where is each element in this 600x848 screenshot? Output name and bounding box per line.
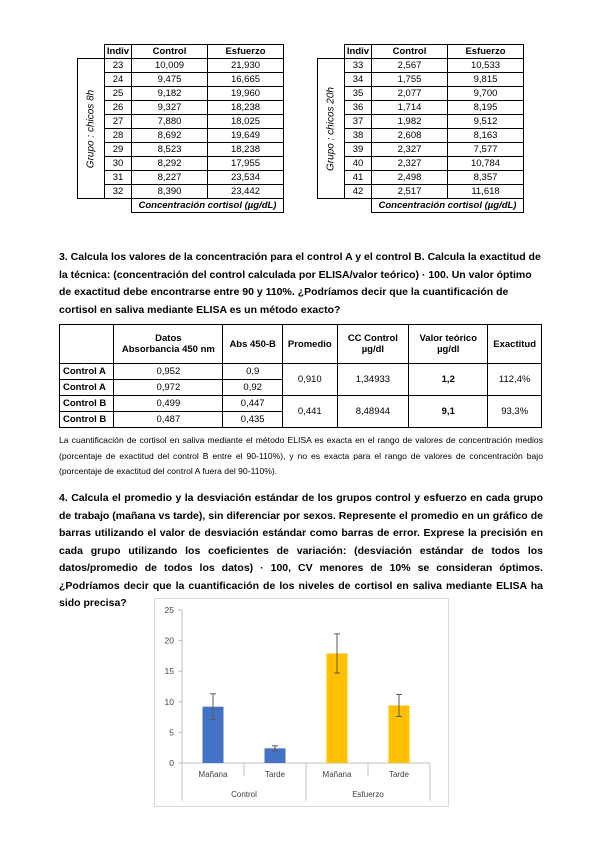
control-cell: 2,608 (372, 129, 448, 143)
table-row (78, 157, 284, 171)
absorbance-value: 0,499 (114, 396, 223, 412)
indiv-cell: 40 (345, 157, 372, 171)
esfuerzo-cell: 8,357 (448, 171, 524, 185)
cortisol-table-20h (317, 44, 524, 213)
cortisol-table-8h (77, 44, 284, 213)
table-footer-row (78, 199, 284, 213)
elisa-accuracy-table (59, 324, 542, 428)
elisa-header-empty (60, 325, 114, 364)
row-label: Control A (60, 364, 114, 380)
exactitud-b: 93,3% (488, 396, 542, 428)
y-tick-label: 20 (164, 635, 174, 646)
control-cell: 2,498 (372, 171, 448, 185)
row-label: Control B (60, 396, 114, 412)
question-3: 3. Calcula los valores de la concentración para el control A y el control B. Calcula la exactitud de la técnica: (concentración del control calculada por ELISA/valor teórico) · 100. Un valor óptimo de exactitud debe encontrarse entre 90 y 110%. ¿Podríamos decir que la cuantificación de cortisol en saliva mediante ELISA es un método exacto? (59, 251, 541, 316)
col-header-esfuerzo: Esfuerzo (208, 45, 284, 59)
footer-spacer (78, 199, 105, 213)
indiv-cell: 24 (105, 73, 132, 87)
table-row (78, 171, 284, 185)
indiv-cell: 39 (345, 143, 372, 157)
table-row (78, 59, 284, 73)
esfuerzo-cell: 8,195 (448, 101, 524, 115)
control-cell: 8,390 (132, 185, 208, 199)
group-label-cell (78, 59, 105, 199)
esfuerzo-cell: 18,238 (208, 101, 284, 115)
esfuerzo-cell: 11,618 (448, 185, 524, 199)
footer-spacer (318, 199, 345, 213)
group-label: Grupo : chicos 20h (325, 86, 337, 171)
table-row (318, 157, 524, 171)
esfuerzo-cell: 9,815 (448, 73, 524, 87)
absb-value: 0,9 (223, 364, 283, 380)
indiv-cell: 23 (105, 59, 132, 73)
empty-header (78, 45, 105, 59)
esfuerzo-cell: 10,533 (448, 59, 524, 73)
esfuerzo-cell: 7,577 (448, 143, 524, 157)
x-category-label: Mañana (322, 770, 352, 779)
control-cell: 8,227 (132, 171, 208, 185)
esfuerzo-cell: 16,665 (208, 73, 284, 87)
chart-svg (155, 599, 448, 806)
x-category-label: Tarde (388, 770, 410, 779)
col-header-esfuerzo: Esfuerzo (448, 45, 524, 59)
indiv-cell: 27 (105, 115, 132, 129)
table-row (78, 73, 284, 87)
absb-value: 0,447 (223, 396, 283, 412)
esfuerzo-cell: 19,649 (208, 129, 284, 143)
elisa-header-cc-control-text: CC Control µg/dl (347, 333, 398, 355)
table-row (60, 364, 542, 380)
indiv-cell: 25 (105, 87, 132, 101)
esfuerzo-cell: 18,025 (208, 115, 284, 129)
valor-teorico-b: 9,1 (409, 396, 488, 428)
control-cell: 7,880 (132, 115, 208, 129)
table-footer-row (318, 199, 524, 213)
table-row (78, 129, 284, 143)
control-cell: 8,292 (132, 157, 208, 171)
absorbance-value: 0,972 (114, 380, 223, 396)
esfuerzo-cell: 19,960 (208, 87, 284, 101)
table-row (318, 129, 524, 143)
concentration-unit-label: Concentración cortisol (µg/dL) (372, 199, 524, 213)
col-header-indiv: Indiv (105, 45, 132, 59)
control-cell: 9,327 (132, 101, 208, 115)
control-cell: 1,755 (372, 73, 448, 87)
absb-value: 0,435 (223, 412, 283, 428)
table-row (60, 396, 542, 412)
table-row (318, 171, 524, 185)
indiv-cell: 29 (105, 143, 132, 157)
table-row (318, 101, 524, 115)
exactitud-a: 112,4% (488, 364, 542, 396)
footer-spacer (105, 199, 132, 213)
indiv-cell: 28 (105, 129, 132, 143)
table-row (318, 115, 524, 129)
esfuerzo-cell: 18,238 (208, 143, 284, 157)
esfuerzo-cell: 9,512 (448, 115, 524, 129)
esfuerzo-cell: 9,700 (448, 87, 524, 101)
elisa-header-absb: Abs 450-B (223, 325, 283, 364)
empty-header (318, 45, 345, 59)
control-cell: 2,567 (372, 59, 448, 73)
control-cell: 9,182 (132, 87, 208, 101)
indiv-cell: 36 (345, 101, 372, 115)
col-header-indiv: Indiv (345, 45, 372, 59)
conclusion-paragraph: La cuantificación de cortisol en saliva mediante el método ELISA es exacta en el rango de valores de concentración medios (porcentaje de exactitud del control B entre el 90-110%), y no es exacta para el rango de valores de concentración bajo (porcentaje de exactitud del control A fuera del 90-110%). (59, 435, 543, 476)
question-4: 4. Calcula el promedio y la desviación estándar de los grupos control y esfuerzo en cada grupo de trabajo (mañana vs tarde), sin diferenciar por sexos. Represente el promedio en un gráfico de barras utilizando el valor de desviación estándar como barras de error. Exprese la precisión en cada grupo utilizando los coeficientes de variación: (desviación estándar de todos los datos/promedio de todos los datos) · 100, CV menores de 10% se consideran óptimos. ¿Podríamos decir que la cuantificación de los niveles de cortisol en saliva mediante ELISA ha sido precisa? (59, 492, 543, 609)
indiv-cell: 26 (105, 101, 132, 115)
esfuerzo-cell: 23,534 (208, 171, 284, 185)
promedio-a: 0,910 (282, 364, 337, 396)
esfuerzo-cell: 8,163 (448, 129, 524, 143)
cc-control-b: 8,48944 (337, 396, 409, 428)
absorbance-value: 0,487 (114, 412, 223, 428)
elisa-header-valor-teorico (409, 325, 488, 364)
cc-control-a: 1,34933 (337, 364, 409, 396)
footer-spacer (345, 199, 372, 213)
table-row (318, 143, 524, 157)
valor-teorico-a: 1,2 (409, 364, 488, 396)
group-label: Grupo : chicos 8h (85, 89, 97, 168)
y-tick-label: 25 (164, 605, 174, 615)
elisa-header-exactitud: Exactitud (488, 325, 542, 364)
elisa-header-absorbance-text: Datos Absorbancia 450 nm (121, 333, 215, 355)
esfuerzo-cell: 23,442 (208, 185, 284, 199)
y-tick-label: 5 (169, 727, 174, 738)
table-row (318, 59, 524, 73)
indiv-cell: 30 (105, 157, 132, 171)
indiv-cell: 35 (345, 87, 372, 101)
control-cell: 2,077 (372, 87, 448, 101)
indiv-cell: 32 (105, 185, 132, 199)
x-group-label: Control (231, 790, 257, 799)
control-cell: 9,475 (132, 73, 208, 87)
esfuerzo-cell: 17,955 (208, 157, 284, 171)
table-row (318, 87, 524, 101)
indiv-cell: 41 (345, 171, 372, 185)
control-cell: 2,327 (372, 143, 448, 157)
x-group-label: Esfuerzo (352, 790, 384, 799)
x-category-label: Mañana (198, 770, 228, 779)
indiv-cell: 37 (345, 115, 372, 129)
table-row (78, 87, 284, 101)
row-label: Control A (60, 380, 114, 396)
y-tick-label: 10 (164, 696, 174, 707)
indiv-cell: 33 (345, 59, 372, 73)
indiv-cell: 31 (105, 171, 132, 185)
control-cell: 10,009 (132, 59, 208, 73)
row-label: Control B (60, 412, 114, 428)
table-row (78, 185, 284, 199)
elisa-header-promedio: Promedio (282, 325, 337, 364)
control-cell: 1,982 (372, 115, 448, 129)
table-row (318, 185, 524, 199)
elisa-header-cc-control (337, 325, 409, 364)
table-row (78, 143, 284, 157)
col-header-control: Control (132, 45, 208, 59)
control-cell: 1,714 (372, 101, 448, 115)
control-cell: 2,327 (372, 157, 448, 171)
esfuerzo-cell: 21,930 (208, 59, 284, 73)
absorbance-value: 0,952 (114, 364, 223, 380)
control-cell: 2,517 (372, 185, 448, 199)
promedio-b: 0,441 (282, 396, 337, 428)
cortisol-bar-chart (154, 598, 449, 807)
esfuerzo-cell: 10,784 (448, 157, 524, 171)
control-cell: 8,523 (132, 143, 208, 157)
table-row (78, 115, 284, 129)
col-header-control: Control (372, 45, 448, 59)
indiv-cell: 34 (345, 73, 372, 87)
concentration-unit-label: Concentración cortisol (µg/dL) (132, 199, 284, 213)
y-tick-label: 15 (164, 666, 174, 677)
control-cell: 8,692 (132, 129, 208, 143)
indiv-cell: 42 (345, 185, 372, 199)
y-tick-label: 0 (169, 758, 174, 768)
group-label-cell (318, 59, 345, 199)
table-row (318, 73, 524, 87)
elisa-header-absorbance (114, 325, 223, 364)
indiv-cell: 38 (345, 129, 372, 143)
table-row (78, 101, 284, 115)
absb-value: 0,92 (223, 380, 283, 396)
elisa-header-valor-teorico-text: Valor teórico µg/dl (419, 333, 478, 355)
x-category-label: Tarde (264, 770, 286, 779)
